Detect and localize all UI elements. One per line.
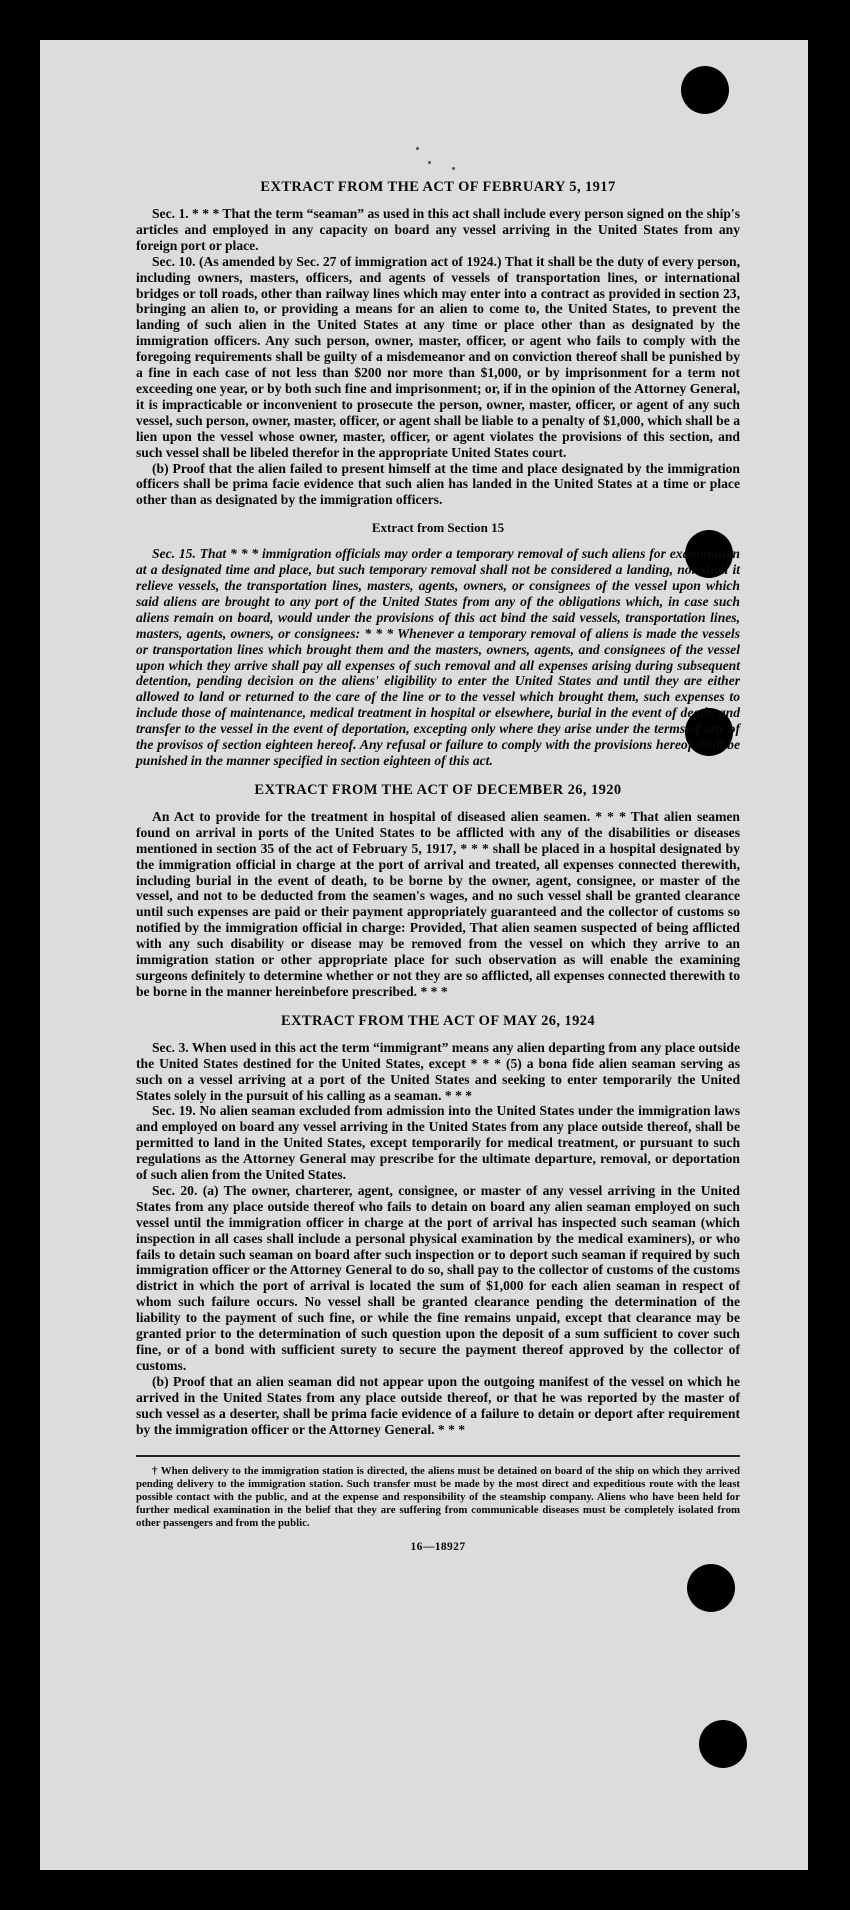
section-3-paragraph: Sec. 3. When used in this act the term “immigrant” means any alien departing from any place outside the United States destined for the United States, except * * * (5) a bona fide alien seaman serving as such on a vessel arriving at a port of the United States and seeking to enter temporarily the United States solely in the pursuit of his calling as a seaman. * * * <box>136 1039 740 1103</box>
section-19-paragraph: Sec. 19. No alien seaman excluded from admission into the United States under the immigration laws and employed on board any vessel arriving in the United States from any place outside thereof, shall be permitted to land in the United States, except temporarily for medical treatment, or pursuant to such regulations as the Attorney General may prescribe for the ultimate departure, removal, or deportation of such alien from the United States. <box>136 1103 740 1183</box>
section-20b-paragraph: (b) Proof that an alien seaman did not appear upon the outgoing manifest of the vessel on which he arrived in the United States from any place outside thereof, or that he was reported by the master of such vessel as a deserter, shall be prima facie evidence of a failure to detain or deport after requirement by the immigration officer or the Attorney General. * * * <box>136 1373 740 1437</box>
speck <box>428 161 431 164</box>
heading-may-1924: EXTRACT FROM THE ACT OF MAY 26, 1924 <box>280 1012 596 1029</box>
extract-feb-1917 <box>136 178 740 508</box>
section-15-paragraph: Sec. 15. That * * * immigration officials may order a temporary removal of such aliens for examination at a designated time and place, but such temporary removal shall not be considered a landing, nor shall it relieve vessels, the transportation lines, masters, agents, owners, or consignees of the vessel upon which said aliens are brought to any port of the United States from any of the obligations which, in case such aliens remain on board, would under the provisions of this act bind the said vessels, transportation lines, masters, agents, owners, or consignees: * * * Whenever a temporary removal of aliens is made the vessels or transportation lines which brought them and the masters, owners, agents, and consignees of the vessel upon which they arrive shall pay all expenses of such removal and all expenses arising during subsequent detention, pending decision on the aliens' eligibility to enter the United States and until they are either allowed to land or returned to the care of the line or to the vessel which brought them, such expenses to include those of maintenance, medical treatment in hospital or elsewhere, burial in the event of death, and transfer to the vessel in the event of deportation, excepting only where they arise under the terms of any of the provisos of section eighteen hereof. Any refusal or failure to comply with the provisions hereof shall be punished in the manner specified in section eighteen of this act. <box>136 546 740 768</box>
extract-dec-1920 <box>136 781 740 1000</box>
section-1-paragraph: Sec. 1. * * * That the term “seaman” as used in this act shall include every person signed on the ship's articles and employed in any capacity on board any vessel arriving in the United States from any foreign port or place. <box>136 206 740 253</box>
heading-dec-1920: EXTRACT FROM THE ACT OF DECEMBER 26, 1920 <box>254 781 622 798</box>
extract-may-1924 <box>136 1012 740 1438</box>
heading-section-15: Extract from Section 15 <box>371 520 505 536</box>
section-10b-paragraph: (b) Proof that the alien failed to present himself at the time and place designated by the immigration officers shall be prima facie evidence that such alien has landed in the United States at a time or place other than as designated by the immigration officers. <box>136 460 740 508</box>
extract-section-15 <box>136 520 740 769</box>
section-10-paragraph: Sec. 10. (As amended by Sec. 27 of immigration act of 1924.) That it shall be the duty of every person, including owners, masters, officers, and agents of vessels of transportation lines, or international bridges or toll roads, other than railway lines which may enter into a contract as provided in section 23, bringing an alien to, or providing a means for an alien to come to, the United States, to prevent the landing of such alien in the United States at any time or place other than as designated by the immigration officers. Any such person, owner, master, officer, or agent who fails to comply with the foregoing requirements shall be guilty of a misdemeanor and on conviction thereof shall be punished by a fine in each case of not less than $200 nor more than $1,000, or by imprisonment for a term not exceeding one year, or by both such fine and imprisonment; or, if in the opinion of the Attorney General, it is impracticable or inconvenient to prosecute the person, owner, master, officer, or agent of any such vessel, such person, owner, master, officer, or agent shall be liable to a penalty of $1,000, which shall be a lien upon the vessel whose owner, master, officer, or agent violates the provisions of this section, and such vessel shall be libeled therefor in the appropriate United States court. <box>136 253 740 460</box>
section-20a-paragraph: Sec. 20. (a) The owner, charterer, agent, consignee, or master of any vessel arriving in the United States from any place outside thereof who fails to detain on board any alien seaman employed on such vessel until the immigration officer in charge at the port of arrival has inspected such seaman (which inspection in all cases shall include a personal physical examination by the medical examiners), or who fails to detain such seaman on board after such inspection or to deport such seaman if required by such immigration officer or the Attorney General to do so, shall pay to the collector of customs of the customs district in which the port of arrival is located the sum of $1,000 for each alien seaman in respect of whom such failure occurs. No vessel shall be granted clearance pending the determination of the liability to the payment of such fine, or while the fine remains unpaid, except that clearance may be granted prior to the determination of such question upon the deposit of a sum sufficient to cover such fine, or of a bond with sufficient surety to secure the payment thereof approved by the collector of customs. <box>136 1182 740 1373</box>
speck <box>416 147 419 150</box>
heading-feb-1917: EXTRACT FROM THE ACT OF FEBRUARY 5, 1917 <box>260 179 616 195</box>
punch-hole-top <box>681 66 729 114</box>
footnote-divider <box>136 1455 740 1457</box>
document-page <box>40 40 808 1870</box>
punch-hole-lower <box>687 1564 735 1612</box>
footnote: † When delivery to the immigration station is directed, the aliens must be detained on board of the ship on which they arrived pending delivery to the immigration station. Such transfer must be made by the most direct and expeditious route with the least possible contact with the public, and at the expense and responsibility of the steamship company. Aliens who have been held for further medical examination in the belief that they are suffering from communicable diseases must be completely isolated from other passengers and from the public. <box>136 1465 740 1529</box>
form-number: 16—18927 <box>410 1541 466 1554</box>
punch-hole-bottom <box>699 1720 747 1768</box>
document-body <box>136 178 740 1553</box>
act-1920-paragraph: An Act to provide for the treatment in hospital of diseased alien seamen. * * * That alien seamen found on arrival in ports of the United States to be afflicted with any of the disabilities or diseases mentioned in section 35 of the act of February 5, 1917, * * * shall be placed in a hospital designated by the immigration official in charge at the port of arrival and treated, all expenses connected therewith, including burial in the event of death, to be borne by the owner, agent, consignee, or master of the vessel, and not to be deducted from the seamen's wages, and no such vessel shall be granted clearance until such expenses are paid or their payment appropriately guaranteed and the collector of customs so notified by the immigration official in charge: Provided, That alien seamen suspected of being afflicted with any such disability or disease may be removed from the vessel on which they arrive to an immigration station or other appropriate place for such observation as will enable the examining surgeons definitely to determine whether or not they are so afflicted, all expenses connected therewith to be borne in the manner hereinbefore prescribed. * * * <box>136 808 740 999</box>
speck <box>452 167 455 170</box>
